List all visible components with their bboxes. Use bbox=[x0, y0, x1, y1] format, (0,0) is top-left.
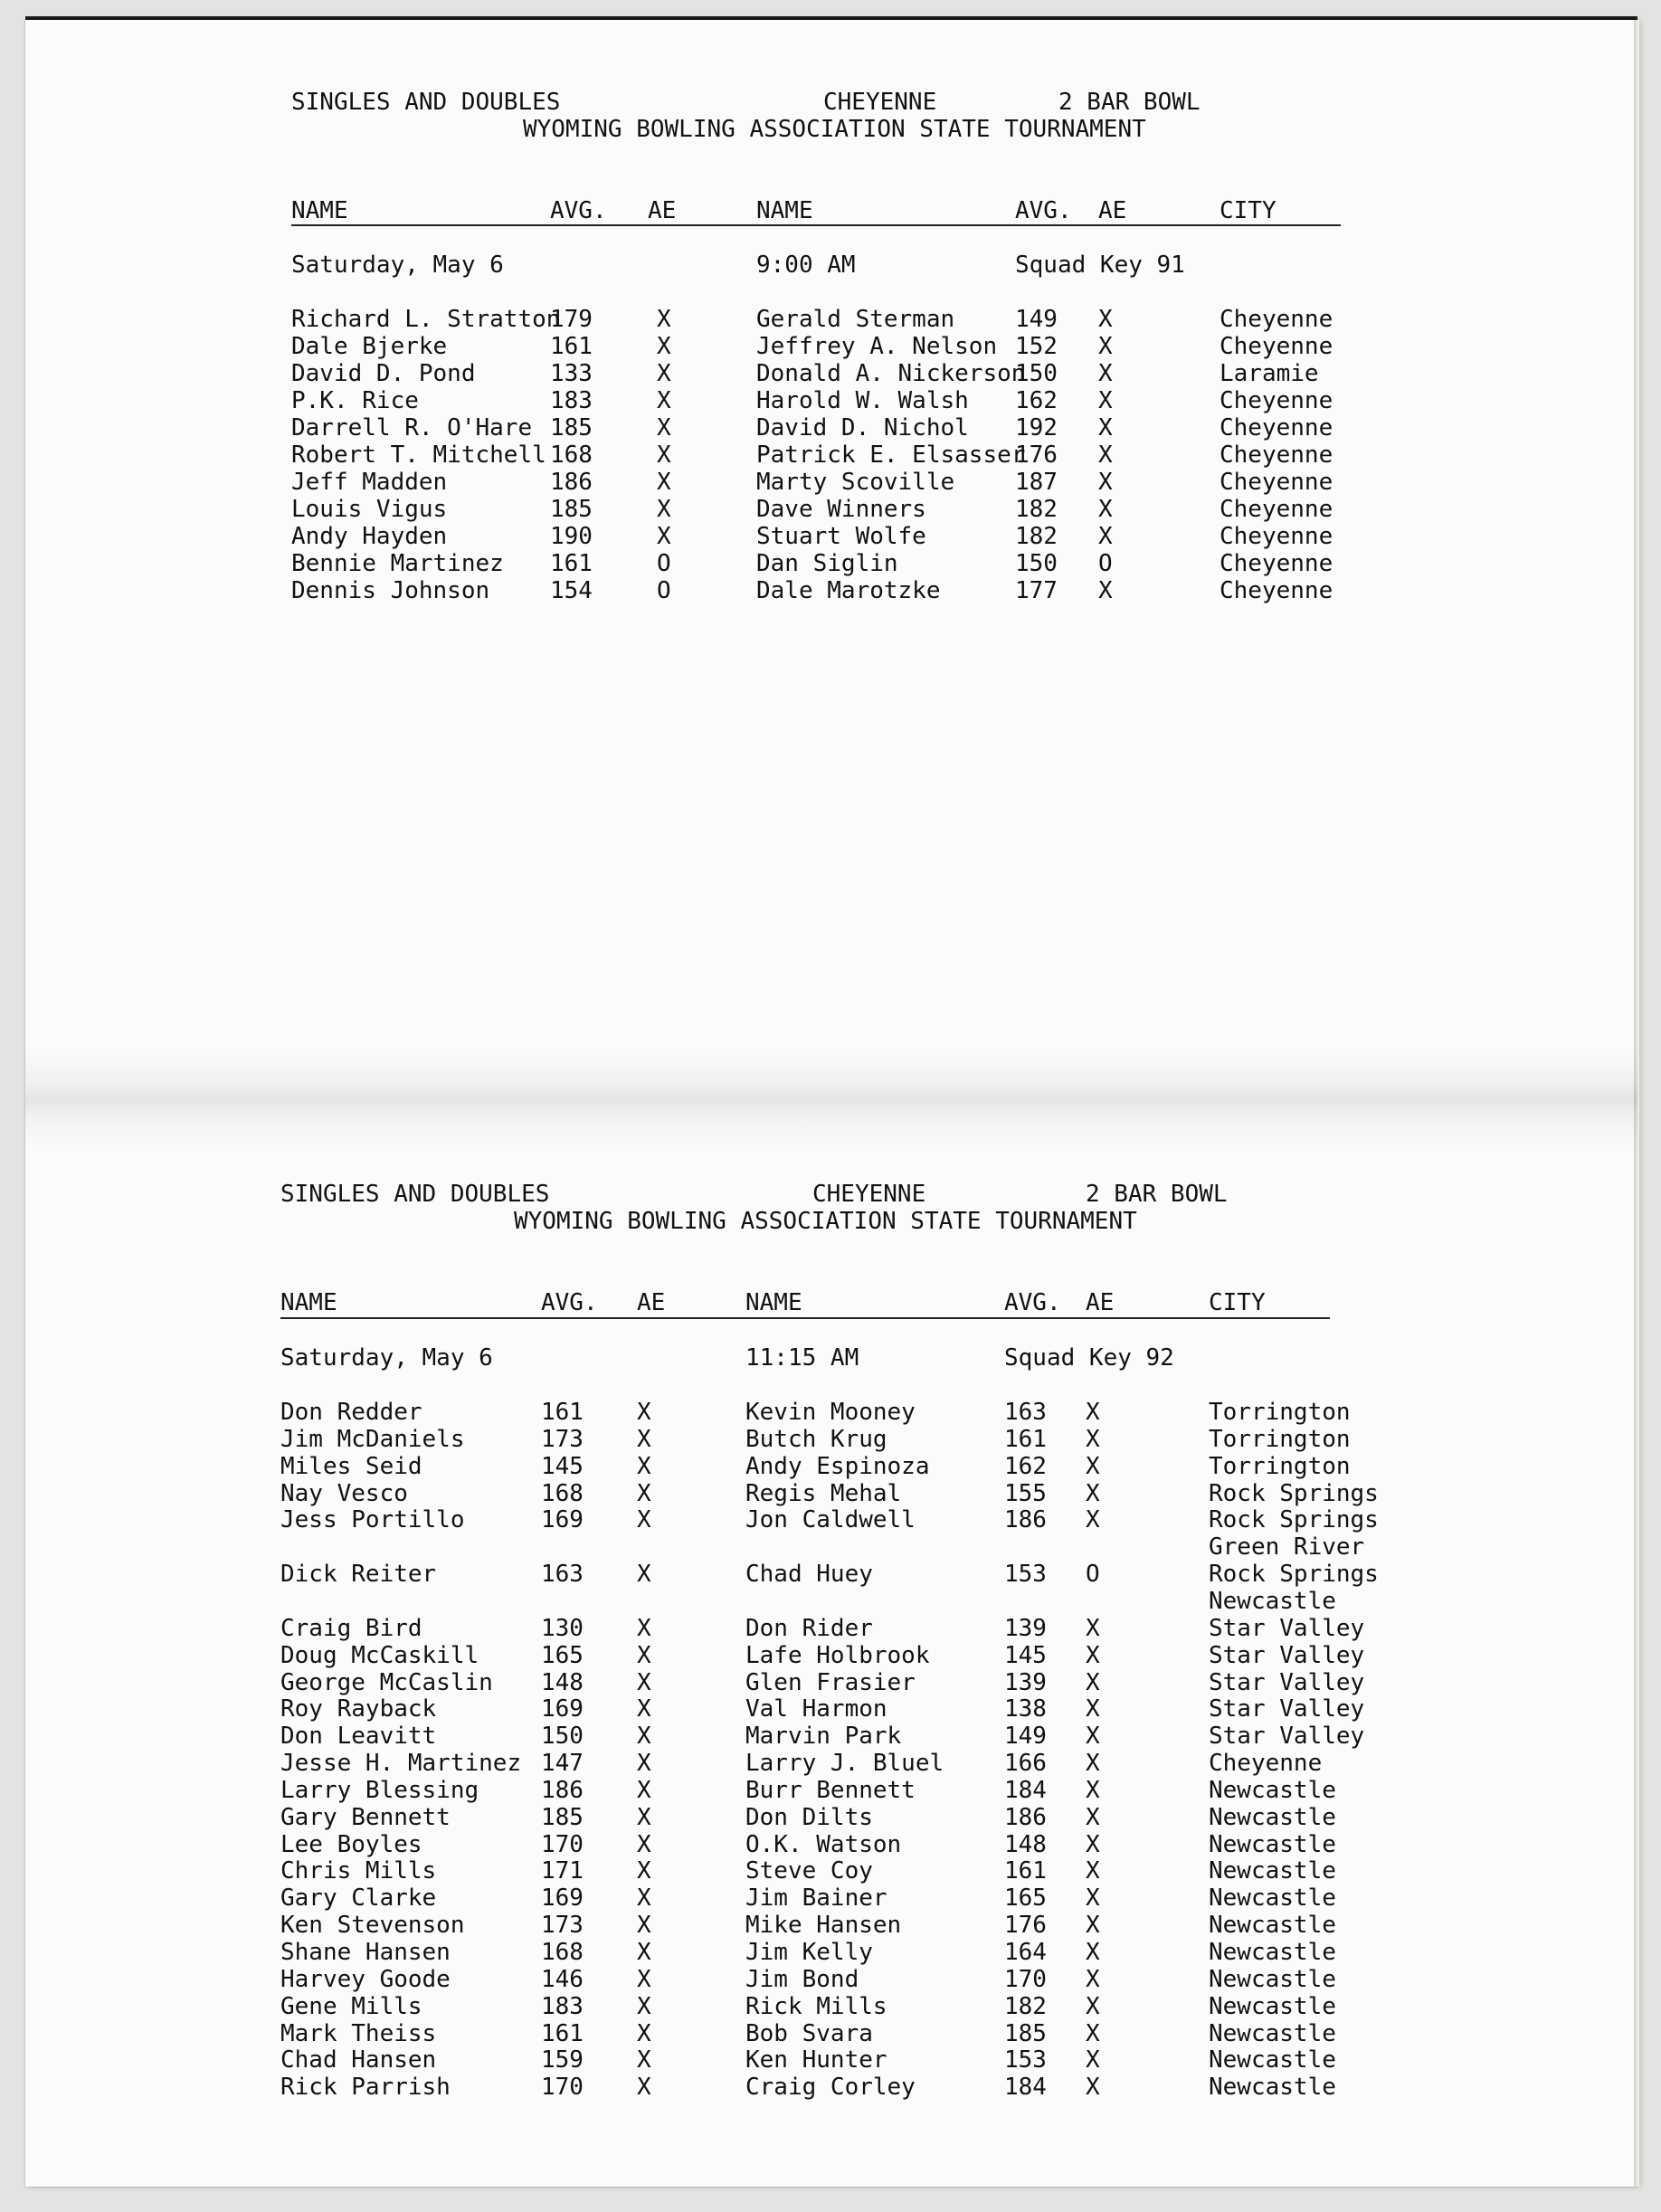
col-header-ae-1: AE bbox=[648, 197, 677, 224]
player-avg-2: 170 bbox=[1004, 1965, 1047, 1993]
squad-date: Saturday, May 6 bbox=[291, 252, 504, 279]
player-ae-1: O bbox=[657, 577, 671, 604]
player-name-1: Nay Vesco bbox=[280, 1479, 408, 1507]
player-avg-1: 161 bbox=[541, 2019, 584, 2047]
player-avg-1: 133 bbox=[550, 360, 593, 387]
player-avg-2: 176 bbox=[1004, 1912, 1047, 1940]
city: Newcastle bbox=[1209, 2074, 1336, 2102]
player-ae-2: X bbox=[1086, 1695, 1100, 1723]
player-ae-2: X bbox=[1086, 1884, 1100, 1913]
player-ae-1: X bbox=[637, 1452, 651, 1480]
city: Cheyenne bbox=[1220, 387, 1334, 414]
player-avg-1: 169 bbox=[541, 1695, 584, 1723]
header-left: SINGLES AND DOUBLES bbox=[291, 89, 561, 116]
player-name-2: Larry J. Bluel bbox=[745, 1750, 944, 1778]
player-ae-2: X bbox=[1098, 333, 1113, 360]
player-name-2: Dave Winners bbox=[756, 496, 926, 523]
player-name-2: Mike Hansen bbox=[745, 1912, 902, 1940]
player-avg-1: 186 bbox=[541, 1776, 584, 1804]
player-name-1: Richard L. Stratton bbox=[291, 306, 561, 333]
player-avg-2: 150 bbox=[1015, 550, 1058, 577]
player-ae-1: X bbox=[637, 1884, 651, 1913]
player-avg-2: 162 bbox=[1004, 1452, 1047, 1480]
player-avg-1: 150 bbox=[541, 1723, 584, 1751]
player-ae-1: X bbox=[657, 387, 671, 414]
player-ae-2: X bbox=[1086, 1452, 1100, 1480]
player-avg-2: 161 bbox=[1004, 1857, 1047, 1885]
player-avg-2: 138 bbox=[1004, 1695, 1047, 1723]
player-ae-1: X bbox=[637, 2019, 651, 2047]
player-ae-2: X bbox=[1086, 1750, 1100, 1778]
player-name-2: David D. Nichol bbox=[756, 414, 969, 441]
player-ae-2: X bbox=[1098, 469, 1113, 496]
player-ae-1: X bbox=[637, 1723, 651, 1751]
player-name-2: Butch Krug bbox=[745, 1425, 887, 1453]
player-name-2: Patrick E. Elsasser bbox=[756, 441, 1026, 469]
city: Torrington bbox=[1209, 1425, 1351, 1453]
city: Newcastle bbox=[1209, 1803, 1336, 1831]
player-name-1: Robert T. Mitchell bbox=[291, 441, 546, 469]
city: Cheyenne bbox=[1220, 333, 1334, 360]
player-ae-1: X bbox=[637, 1992, 651, 2020]
player-avg-1: 159 bbox=[541, 2046, 584, 2074]
player-ae-2: X bbox=[1098, 360, 1113, 387]
city: Newcastle bbox=[1209, 1830, 1336, 1858]
player-name-1: Miles Seid bbox=[280, 1452, 422, 1480]
col-header-ae-1: AE bbox=[637, 1289, 666, 1316]
city: Newcastle bbox=[1209, 1965, 1336, 1993]
city: Cheyenne bbox=[1220, 550, 1334, 577]
city: Rock Springs bbox=[1209, 1506, 1379, 1534]
player-avg-2: 155 bbox=[1004, 1479, 1047, 1507]
player-name-1: Jesse H. Martinez bbox=[280, 1750, 522, 1778]
player-name-1: Gary Bennett bbox=[280, 1803, 451, 1831]
city: Newcastle bbox=[1209, 1884, 1336, 1913]
player-ae-1: X bbox=[657, 523, 671, 550]
player-name-1: Shane Hansen bbox=[280, 1939, 451, 1966]
player-avg-1: 147 bbox=[541, 1750, 584, 1778]
city: Torrington bbox=[1209, 1452, 1351, 1480]
city: Cheyenne bbox=[1220, 496, 1334, 523]
city: Star Valley bbox=[1209, 1668, 1365, 1696]
player-avg-1: 130 bbox=[541, 1614, 584, 1642]
player-name-1: Don Redder bbox=[280, 1399, 422, 1426]
player-ae-1: X bbox=[657, 469, 671, 496]
player-ae-1: X bbox=[637, 1561, 651, 1589]
player-name-1: Darrell R. O'Hare bbox=[291, 414, 533, 441]
player-avg-1: 173 bbox=[541, 1425, 584, 1453]
player-name-2: Harold W. Walsh bbox=[756, 387, 969, 414]
tournament-title: WYOMING BOWLING ASSOCIATION STATE TOURNAMENT bbox=[514, 1208, 1137, 1235]
player-name-1: Jess Portillo bbox=[280, 1506, 465, 1534]
player-avg-2: 187 bbox=[1015, 469, 1058, 496]
col-header-name-1: NAME bbox=[291, 197, 348, 224]
player-name-2: Jim Kelly bbox=[745, 1939, 873, 1966]
player-name-1: Don Leavitt bbox=[280, 1723, 437, 1751]
player-avg-1: 179 bbox=[550, 306, 593, 333]
player-ae-1: X bbox=[657, 360, 671, 387]
player-avg-1: 169 bbox=[541, 1506, 584, 1534]
player-ae-1: X bbox=[637, 1641, 651, 1669]
player-ae-1: X bbox=[637, 1912, 651, 1940]
player-name-1: David D. Pond bbox=[291, 360, 476, 387]
player-avg-1: 185 bbox=[541, 1803, 584, 1831]
player-ae-1: X bbox=[637, 1803, 651, 1831]
city: Star Valley bbox=[1209, 1641, 1365, 1669]
city: Newcastle bbox=[1209, 2046, 1336, 2074]
city: Star Valley bbox=[1209, 1614, 1365, 1642]
player-avg-2: 182 bbox=[1015, 496, 1058, 523]
player-name-2: Glen Frasier bbox=[745, 1668, 916, 1696]
header-center: CHEYENNE bbox=[823, 89, 937, 116]
player-ae-2: X bbox=[1086, 1830, 1100, 1858]
player-ae-1: X bbox=[637, 1830, 651, 1858]
player-avg-1: 183 bbox=[541, 1992, 584, 2020]
player-ae-1: X bbox=[637, 1668, 651, 1696]
col-header-avg-2: AVG. bbox=[1004, 1289, 1061, 1316]
player-avg-2: 176 bbox=[1015, 441, 1058, 469]
city: Newcastle bbox=[1209, 1587, 1336, 1615]
player-avg-1: 165 bbox=[541, 1641, 584, 1669]
city: Star Valley bbox=[1209, 1723, 1365, 1751]
player-name-2: Bob Svara bbox=[745, 2019, 873, 2047]
city: Cheyenne bbox=[1220, 414, 1334, 441]
player-name-2: Andy Espinoza bbox=[745, 1452, 930, 1480]
player-ae-2: X bbox=[1086, 1479, 1100, 1507]
player-avg-1: 185 bbox=[550, 414, 593, 441]
player-avg-2: 163 bbox=[1004, 1399, 1047, 1426]
header-right: 2 BAR BOWL bbox=[1086, 1181, 1228, 1208]
player-ae-2: X bbox=[1098, 577, 1113, 604]
player-ae-1: X bbox=[637, 2046, 651, 2074]
city: Newcastle bbox=[1209, 1939, 1336, 1966]
col-header-name-2: NAME bbox=[756, 197, 813, 224]
player-name-1: Dennis Johnson bbox=[291, 577, 490, 604]
player-name-2: Kevin Mooney bbox=[745, 1399, 916, 1426]
player-ae-1: X bbox=[637, 1399, 651, 1426]
col-header-name-1: NAME bbox=[280, 1289, 337, 1316]
player-name-2: Craig Corley bbox=[745, 2074, 916, 2102]
player-avg-1: 169 bbox=[541, 1884, 584, 1913]
header-center: CHEYENNE bbox=[812, 1181, 926, 1208]
col-header-avg-1: AVG. bbox=[550, 197, 607, 224]
player-name-1: Harvey Goode bbox=[280, 1965, 451, 1993]
player-avg-2: 139 bbox=[1004, 1614, 1047, 1642]
col-header-avg-2: AVG. bbox=[1015, 197, 1072, 224]
player-avg-2: 153 bbox=[1004, 2046, 1047, 2074]
player-name-1: Larry Blessing bbox=[280, 1776, 479, 1804]
city: Cheyenne bbox=[1220, 306, 1334, 333]
player-ae-1: X bbox=[657, 441, 671, 469]
player-avg-1: 173 bbox=[541, 1912, 584, 1940]
player-name-1: Dick Reiter bbox=[280, 1561, 437, 1589]
player-ae-1: X bbox=[637, 1425, 651, 1453]
city: Newcastle bbox=[1209, 1992, 1336, 2020]
player-ae-2: X bbox=[1098, 441, 1113, 469]
player-avg-2: 149 bbox=[1015, 306, 1058, 333]
player-avg-1: 161 bbox=[541, 1399, 584, 1426]
player-name-1: George McCaslin bbox=[280, 1668, 493, 1696]
player-name-2: Lafe Holbrook bbox=[745, 1641, 930, 1669]
squad-date: Saturday, May 6 bbox=[280, 1344, 493, 1372]
player-name-2: Gerald Sterman bbox=[756, 306, 955, 333]
city: Newcastle bbox=[1209, 1857, 1336, 1885]
player-avg-2: 182 bbox=[1015, 523, 1058, 550]
city: Torrington bbox=[1209, 1399, 1351, 1426]
city: Cheyenne bbox=[1220, 469, 1334, 496]
player-ae-2: X bbox=[1098, 414, 1113, 441]
player-ae-1: X bbox=[637, 1614, 651, 1642]
player-ae-2: X bbox=[1086, 2046, 1100, 2074]
player-avg-2: 139 bbox=[1004, 1668, 1047, 1696]
player-ae-2: O bbox=[1086, 1561, 1100, 1589]
player-avg-2: 166 bbox=[1004, 1750, 1047, 1778]
player-name-1: Bennie Martinez bbox=[291, 550, 504, 577]
player-ae-2: X bbox=[1086, 2019, 1100, 2047]
player-ae-2: X bbox=[1086, 1939, 1100, 1966]
player-ae-2: X bbox=[1086, 1641, 1100, 1669]
city: Green River bbox=[1209, 1533, 1365, 1562]
player-ae-2: X bbox=[1086, 1425, 1100, 1453]
player-ae-2: X bbox=[1098, 523, 1113, 550]
player-ae-2: X bbox=[1098, 496, 1113, 523]
squad-time: 11:15 AM bbox=[745, 1344, 859, 1372]
player-name-2: Ken Hunter bbox=[745, 2046, 887, 2074]
player-avg-1: 168 bbox=[550, 441, 593, 469]
player-ae-2: O bbox=[1098, 550, 1113, 577]
col-header-ae-2: AE bbox=[1098, 197, 1127, 224]
player-name-1: Louis Vigus bbox=[291, 496, 448, 523]
col-header-name-2: NAME bbox=[745, 1289, 802, 1316]
player-name-2: Jim Bond bbox=[745, 1965, 859, 1993]
player-avg-1: 170 bbox=[541, 1830, 584, 1858]
squad-key: Squad Key 92 bbox=[1004, 1344, 1174, 1372]
player-ae-1: X bbox=[637, 1965, 651, 1993]
player-avg-2: 148 bbox=[1004, 1830, 1047, 1858]
player-avg-1: 146 bbox=[541, 1965, 584, 1993]
player-ae-1: X bbox=[637, 1479, 651, 1507]
player-avg-1: 168 bbox=[541, 1939, 584, 1966]
city: Cheyenne bbox=[1220, 441, 1334, 469]
city: Rock Springs bbox=[1209, 1561, 1379, 1589]
player-avg-2: 149 bbox=[1004, 1723, 1047, 1751]
player-avg-1: 185 bbox=[550, 496, 593, 523]
player-ae-2: X bbox=[1086, 1857, 1100, 1885]
city: Cheyenne bbox=[1220, 523, 1334, 550]
player-ae-2: X bbox=[1086, 1992, 1100, 2020]
player-name-2: Regis Mehal bbox=[745, 1479, 902, 1507]
player-name-1: Craig Bird bbox=[280, 1614, 422, 1642]
player-avg-2: 165 bbox=[1004, 1884, 1047, 1913]
player-name-2: Marvin Park bbox=[745, 1723, 902, 1751]
city: Cheyenne bbox=[1220, 577, 1334, 604]
player-ae-1: X bbox=[637, 1750, 651, 1778]
player-avg-1: 148 bbox=[541, 1668, 584, 1696]
player-name-2: Don Dilts bbox=[745, 1803, 873, 1831]
player-avg-1: 183 bbox=[550, 387, 593, 414]
player-avg-1: 161 bbox=[550, 333, 593, 360]
col-header-city: CITY bbox=[1209, 1289, 1266, 1316]
squad-key: Squad Key 91 bbox=[1015, 252, 1185, 279]
player-ae-2: X bbox=[1086, 1803, 1100, 1831]
player-avg-1: 145 bbox=[541, 1452, 584, 1480]
player-avg-2: 184 bbox=[1004, 2074, 1047, 2102]
player-avg-2: 164 bbox=[1004, 1939, 1047, 1966]
player-avg-2: 150 bbox=[1015, 360, 1058, 387]
player-ae-1: X bbox=[657, 333, 671, 360]
player-avg-2: 184 bbox=[1004, 1776, 1047, 1804]
col-header-city: CITY bbox=[1220, 197, 1277, 224]
player-ae-1: X bbox=[657, 496, 671, 523]
player-name-2: Donald A. Nickerson bbox=[756, 360, 1026, 387]
player-name-1: Jim McDaniels bbox=[280, 1425, 465, 1453]
player-name-1: Andy Hayden bbox=[291, 523, 448, 550]
player-avg-1: 161 bbox=[550, 550, 593, 577]
player-ae-2: X bbox=[1086, 1965, 1100, 1993]
city: Newcastle bbox=[1209, 1776, 1336, 1804]
player-avg-2: 162 bbox=[1015, 387, 1058, 414]
player-ae-2: X bbox=[1086, 1506, 1100, 1534]
header-rule bbox=[280, 1317, 1330, 1319]
player-avg-1: 168 bbox=[541, 1479, 584, 1507]
header-left: SINGLES AND DOUBLES bbox=[280, 1181, 550, 1208]
player-name-2: Jim Bainer bbox=[745, 1884, 887, 1913]
player-name-1: Mark Theiss bbox=[280, 2019, 437, 2047]
player-avg-2: 192 bbox=[1015, 414, 1058, 441]
player-name-2: Steve Coy bbox=[745, 1857, 873, 1885]
city: Laramie bbox=[1220, 360, 1319, 387]
city: Newcastle bbox=[1209, 2019, 1336, 2047]
player-name-2: Burr Bennett bbox=[745, 1776, 916, 1804]
player-avg-2: 186 bbox=[1004, 1803, 1047, 1831]
player-name-2: Dan Siglin bbox=[756, 550, 898, 577]
player-avg-2: 161 bbox=[1004, 1425, 1047, 1453]
player-name-1: Ken Stevenson bbox=[280, 1912, 465, 1940]
player-ae-2: X bbox=[1098, 306, 1113, 333]
player-name-1: Chris Mills bbox=[280, 1857, 437, 1885]
player-avg-2: 153 bbox=[1004, 1561, 1047, 1589]
player-ae-1: X bbox=[637, 1506, 651, 1534]
player-name-1: Doug McCaskill bbox=[280, 1641, 479, 1669]
player-name-2: Jon Caldwell bbox=[745, 1506, 916, 1534]
player-name-2: Rick Mills bbox=[745, 1992, 887, 2020]
player-ae-2: X bbox=[1086, 1912, 1100, 1940]
player-name-1: Lee Boyles bbox=[280, 1830, 422, 1858]
player-avg-2: 182 bbox=[1004, 1992, 1047, 2020]
city: Newcastle bbox=[1209, 1912, 1336, 1940]
player-ae-2: X bbox=[1086, 1723, 1100, 1751]
player-avg-2: 186 bbox=[1004, 1506, 1047, 1534]
player-name-1: P.K. Rice bbox=[291, 387, 419, 414]
city: Star Valley bbox=[1209, 1695, 1365, 1723]
player-avg-1: 171 bbox=[541, 1857, 584, 1885]
player-name-2: O.K. Watson bbox=[745, 1830, 902, 1858]
player-name-1: Rick Parrish bbox=[280, 2074, 451, 2102]
player-name-2: Chad Huey bbox=[745, 1561, 873, 1589]
player-ae-1: X bbox=[657, 414, 671, 441]
player-name-2: Dale Marotzke bbox=[756, 577, 941, 604]
player-name-1: Gene Mills bbox=[280, 1992, 422, 2020]
city: Cheyenne bbox=[1209, 1750, 1323, 1778]
player-name-1: Dale Bjerke bbox=[291, 333, 448, 360]
player-ae-1: X bbox=[637, 2074, 651, 2102]
player-ae-1: X bbox=[657, 306, 671, 333]
player-name-1: Jeff Madden bbox=[291, 469, 448, 496]
player-ae-2: X bbox=[1086, 2074, 1100, 2102]
player-ae-2: X bbox=[1086, 1776, 1100, 1804]
player-name-2: Stuart Wolfe bbox=[756, 523, 926, 550]
player-ae-1: X bbox=[637, 1857, 651, 1885]
player-name-2: Marty Scoville bbox=[756, 469, 955, 496]
player-avg-1: 154 bbox=[550, 577, 593, 604]
player-avg-1: 186 bbox=[550, 469, 593, 496]
player-ae-1: X bbox=[637, 1939, 651, 1966]
player-ae-2: X bbox=[1086, 1614, 1100, 1642]
squad-time: 9:00 AM bbox=[756, 252, 856, 279]
player-name-1: Gary Clarke bbox=[280, 1884, 437, 1913]
player-ae-2: X bbox=[1098, 387, 1113, 414]
player-avg-1: 163 bbox=[541, 1561, 584, 1589]
city: Rock Springs bbox=[1209, 1479, 1379, 1507]
player-avg-2: 152 bbox=[1015, 333, 1058, 360]
player-name-2: Val Harmon bbox=[745, 1695, 887, 1723]
header-right: 2 BAR BOWL bbox=[1058, 89, 1201, 116]
player-avg-1: 190 bbox=[550, 523, 593, 550]
player-ae-1: O bbox=[657, 550, 671, 577]
player-avg-1: 170 bbox=[541, 2074, 584, 2102]
player-ae-1: X bbox=[637, 1776, 651, 1804]
player-avg-2: 185 bbox=[1004, 2019, 1047, 2047]
player-avg-2: 177 bbox=[1015, 577, 1058, 604]
player-ae-2: X bbox=[1086, 1668, 1100, 1696]
tournament-title: WYOMING BOWLING ASSOCIATION STATE TOURNAMENT bbox=[523, 116, 1146, 143]
col-header-ae-2: AE bbox=[1086, 1289, 1115, 1316]
player-ae-1: X bbox=[637, 1695, 651, 1723]
player-name-2: Don Rider bbox=[745, 1614, 873, 1642]
player-ae-2: X bbox=[1086, 1399, 1100, 1426]
player-avg-2: 145 bbox=[1004, 1641, 1047, 1669]
player-name-1: Roy Rayback bbox=[280, 1695, 437, 1723]
player-name-1: Chad Hansen bbox=[280, 2046, 437, 2074]
col-header-avg-1: AVG. bbox=[541, 1289, 598, 1316]
player-name-2: Jeffrey A. Nelson bbox=[756, 333, 998, 360]
